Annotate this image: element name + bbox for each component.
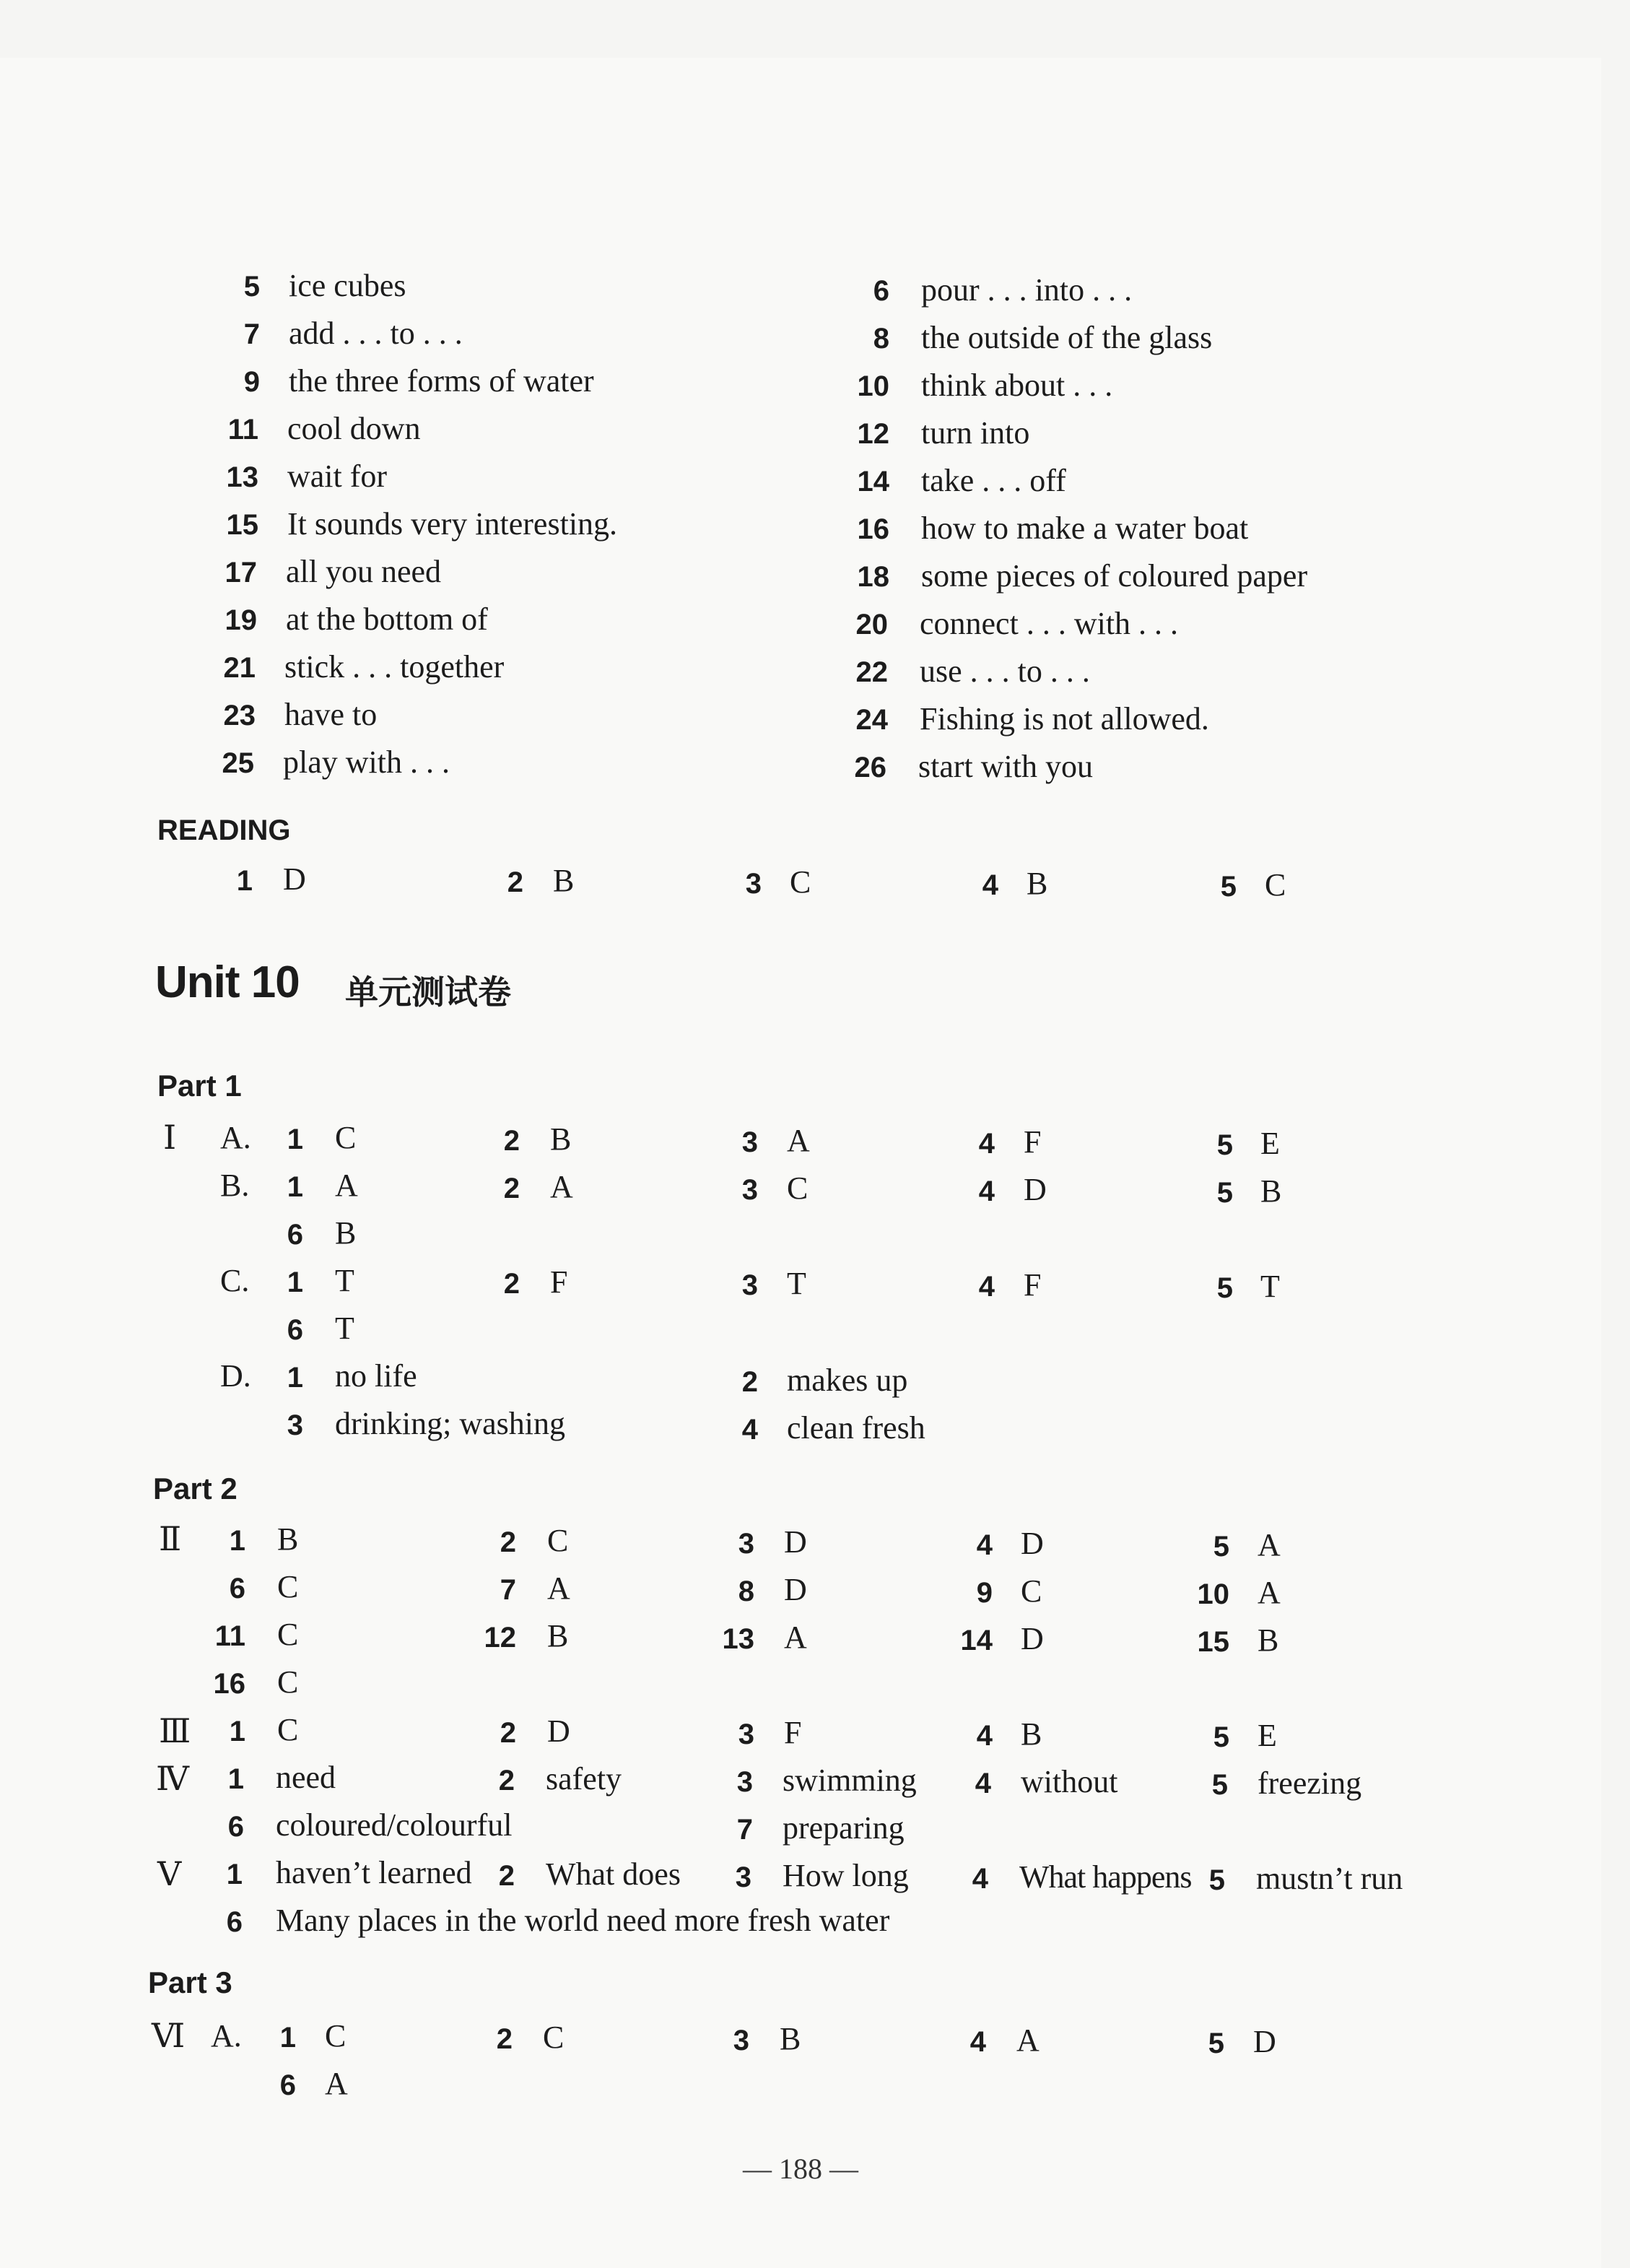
answer-text: clean fresh (787, 1410, 925, 1446)
answer-number: 3 (736, 1766, 753, 1798)
item-number: 24 (855, 704, 888, 736)
answer-number: 3 (745, 868, 762, 900)
answer-number: 4 (982, 869, 998, 901)
answer-number: 2 (498, 1860, 515, 1892)
answer-text: T (1260, 1269, 1280, 1304)
section-roman-numeral: Ⅰ (163, 1119, 177, 1156)
phrase-text: have to (284, 697, 378, 732)
section-roman-numeral: Ⅳ (156, 1760, 189, 1797)
subsection-label: B. (220, 1168, 250, 1203)
answer-number: 3 (741, 1126, 758, 1158)
answer-number: 10 (1197, 1578, 1229, 1610)
answer-text: F (550, 1264, 568, 1300)
answer-text: D (1024, 1172, 1047, 1207)
answer-text: D (1021, 1526, 1044, 1561)
answer-number: 2 (498, 1765, 515, 1796)
answer-number: 3 (741, 1269, 758, 1301)
answer-text: drinking; washing (335, 1406, 565, 1441)
answer-text: A (547, 1570, 570, 1606)
answer-text: T (787, 1266, 806, 1301)
answer-number: 5 (1208, 1864, 1225, 1896)
answer-text: C (277, 1617, 299, 1652)
item-number: 11 (227, 414, 258, 446)
item-number: 19 (225, 604, 257, 636)
answer-number: 7 (736, 1814, 753, 1846)
answer-text: A (1258, 1527, 1281, 1563)
answer-number: 2 (503, 1125, 520, 1157)
answer-text: makes up (787, 1363, 908, 1398)
part1-heading: Part 1 (157, 1069, 242, 1103)
answer-text: B (780, 2021, 801, 2056)
answer-text: T (335, 1311, 354, 1346)
answer-text: What does (546, 1856, 681, 1892)
answer-text: D (1253, 2024, 1276, 2059)
section-roman-numeral: Ⅵ (152, 2017, 186, 2054)
item-number: 18 (857, 561, 889, 593)
answer-number: 6 (287, 1219, 303, 1251)
subsection-label: A. (220, 1120, 251, 1155)
answer-number: 4 (976, 1720, 993, 1752)
answer-number: 5 (1216, 1129, 1233, 1161)
answer-number: 2 (496, 2023, 513, 2055)
answer-text: C (277, 1569, 299, 1604)
item-number: 8 (873, 323, 889, 355)
item-number: 17 (225, 557, 257, 588)
answer-text: Many places in the world need more fresh water (276, 1903, 890, 1938)
answer-text: C (543, 2020, 565, 2055)
answer-text: F (1024, 1267, 1042, 1303)
item-number: 15 (226, 509, 258, 541)
answer-number: 8 (738, 1576, 754, 1607)
answer-text: D (784, 1524, 807, 1560)
answer-number: 4 (978, 1128, 995, 1160)
answer-number: 1 (287, 1171, 303, 1203)
answer-text: E (1258, 1718, 1277, 1753)
answer-number: 4 (978, 1176, 995, 1207)
answer-number: 1 (236, 865, 253, 897)
section-roman-numeral: Ⅲ (159, 1713, 191, 1750)
answer-text: no life (335, 1358, 417, 1394)
item-number: 20 (855, 609, 888, 640)
answer-text: A (550, 1169, 573, 1204)
answer-number: 4 (969, 2026, 986, 2058)
answer-number: 1 (227, 1763, 244, 1795)
phrase-text: think about . . . (921, 368, 1113, 403)
reading-heading: READING (157, 814, 291, 846)
answer-number: 2 (503, 1268, 520, 1300)
answer-number: 5 (1211, 1769, 1228, 1801)
phrase-text: connect . . . with . . . (920, 606, 1179, 641)
item-number: 23 (223, 700, 256, 731)
answer-number: 4 (976, 1529, 993, 1561)
answer-number: 5 (1208, 2028, 1224, 2059)
phrase-text: the outside of the glass (921, 320, 1213, 355)
answer-text: B (547, 1618, 569, 1654)
answer-text: mustn’t run (1256, 1861, 1403, 1896)
answer-text: B (1260, 1173, 1282, 1209)
answer-number: 16 (213, 1668, 245, 1700)
answer-number: 5 (1213, 1721, 1229, 1753)
answer-number: 6 (226, 1906, 243, 1938)
answer-text: D (547, 1713, 570, 1749)
answer-number: 3 (287, 1409, 303, 1441)
answer-number: 7 (500, 1574, 516, 1606)
answer-number: 6 (287, 1314, 303, 1346)
answer-number: 4 (975, 1768, 991, 1799)
section-roman-numeral: Ⅱ (159, 1521, 182, 1557)
phrase-text: Fishing is not allowed. (920, 701, 1209, 737)
answer-number: 2 (507, 866, 523, 898)
answer-number: 13 (722, 1623, 754, 1655)
answer-text: C (1265, 867, 1286, 903)
answer-text: A (335, 1168, 358, 1203)
answer-number: 12 (484, 1622, 516, 1654)
phrase-text: the three forms of water (289, 363, 594, 399)
answer-number: 1 (229, 1525, 245, 1557)
answer-number: 4 (972, 1863, 988, 1895)
answer-number: 2 (503, 1173, 520, 1204)
phrase-text: stick . . . together (284, 649, 505, 685)
answer-number: 4 (741, 1414, 758, 1446)
answer-text: safety (546, 1761, 622, 1796)
item-number: 13 (226, 461, 258, 493)
answer-number: 1 (226, 1859, 243, 1890)
item-number: 26 (854, 752, 886, 783)
answer-text: C (1021, 1573, 1042, 1609)
answer-number: 6 (227, 1811, 244, 1843)
answer-text: need (276, 1760, 336, 1795)
answer-text: C (790, 864, 811, 900)
answer-text: T (335, 1263, 354, 1298)
answer-text: A (784, 1620, 807, 1655)
subsection-label: D. (220, 1358, 251, 1394)
answer-number: 3 (733, 2025, 749, 2056)
answer-text: A (787, 1123, 810, 1158)
answer-text: coloured/colourful (276, 1807, 513, 1843)
item-number: 10 (857, 370, 889, 402)
answer-text: C (335, 1120, 357, 1155)
item-number: 14 (857, 466, 889, 498)
answer-number: 1 (287, 1362, 303, 1394)
subsection-label: C. (220, 1263, 250, 1298)
phrase-text: turn into (921, 415, 1030, 451)
answer-number: 5 (1213, 1531, 1229, 1563)
answer-text: E (1260, 1126, 1280, 1161)
answer-text: freezing (1258, 1765, 1362, 1801)
answer-number: 6 (279, 2069, 296, 2101)
answer-text: D (784, 1572, 807, 1607)
item-number: 22 (855, 656, 888, 688)
phrase-text: It sounds very interesting. (287, 506, 618, 542)
part3-heading: Part 3 (148, 1965, 232, 1999)
answer-text: D (1021, 1621, 1044, 1656)
answer-number: 9 (976, 1577, 993, 1609)
answer-text: B (550, 1121, 572, 1157)
answer-number: 15 (1197, 1626, 1229, 1658)
item-number: 7 (243, 318, 260, 350)
subsection-label: A. (211, 2018, 242, 2054)
answer-text: C (547, 1523, 569, 1558)
answer-text: C (277, 1664, 299, 1700)
item-number: 21 (223, 652, 256, 684)
answer-text: preparing (783, 1810, 905, 1846)
phrase-text: some pieces of coloured paper (921, 558, 1308, 594)
phrase-text: all you need (286, 554, 442, 589)
answer-number: 6 (229, 1573, 245, 1604)
answer-number: 1 (287, 1124, 303, 1155)
phrase-text: start with you (918, 749, 1093, 784)
answer-number: 14 (960, 1625, 993, 1656)
phrase-text: use . . . to . . . (920, 653, 1090, 689)
answer-number: 3 (738, 1528, 754, 1560)
answer-number: 1 (279, 2022, 296, 2054)
phrase-text: at the bottom of (286, 601, 488, 637)
answer-number: 5 (1216, 1177, 1233, 1209)
answer-number: 2 (500, 1526, 516, 1558)
answer-text: B (277, 1521, 299, 1557)
answer-number: 5 (1220, 871, 1237, 903)
item-number: 5 (243, 271, 260, 303)
answer-text: How long (783, 1858, 909, 1893)
answer-text: C (325, 2018, 347, 2054)
item-number: 16 (857, 513, 889, 545)
phrase-text: add . . . to . . . (289, 316, 463, 351)
answer-number: 2 (500, 1717, 516, 1749)
answer-text: F (1024, 1124, 1042, 1160)
unit-subtitle: 单元测试卷 (345, 973, 511, 1012)
answer-number: 3 (741, 1174, 758, 1206)
part2-heading: Part 2 (153, 1472, 237, 1506)
answer-text: C (277, 1712, 299, 1747)
answer-text: What happens (1019, 1859, 1192, 1895)
answer-text: D (283, 861, 306, 897)
answer-number: 4 (978, 1271, 995, 1303)
answer-text: haven’t learned (276, 1855, 472, 1890)
answer-text: B (1258, 1622, 1279, 1658)
answer-text: B (1021, 1716, 1042, 1752)
phrase-text: ice cubes (289, 268, 406, 303)
phrase-text: cool down (287, 411, 421, 446)
answer-text: C (787, 1170, 809, 1206)
answer-number: 1 (229, 1716, 245, 1747)
item-number: 12 (857, 418, 889, 450)
answer-number: 3 (735, 1861, 751, 1893)
answer-text: A (325, 2066, 348, 2101)
answer-number: 2 (741, 1366, 758, 1398)
answer-text: swimming (783, 1763, 917, 1798)
answer-text: F (784, 1715, 802, 1750)
answer-text: B (1027, 866, 1048, 901)
phrase-text: pour . . . into . . . (921, 272, 1133, 308)
answer-text: B (335, 1215, 357, 1251)
phrase-text: wait for (287, 459, 388, 494)
answer-number: 11 (214, 1620, 245, 1652)
answer-text: B (553, 863, 575, 898)
answer-text: without (1021, 1764, 1118, 1799)
item-number: 25 (222, 747, 254, 779)
page-number: — 188 — (743, 2152, 858, 2185)
phrase-text: take . . . off (921, 463, 1066, 498)
answer-number: 5 (1216, 1272, 1233, 1304)
item-number: 9 (243, 366, 260, 398)
answer-text: A (1016, 2022, 1040, 2058)
answer-number: 3 (738, 1719, 754, 1750)
section-roman-numeral: Ⅴ (157, 1856, 182, 1893)
answer-number: 1 (287, 1266, 303, 1298)
unit-title: Unit 10 (155, 957, 300, 1007)
answer-text: A (1258, 1575, 1281, 1610)
phrase-text: play with . . . (283, 744, 450, 780)
phrase-text: how to make a water boat (921, 510, 1249, 546)
item-number: 6 (873, 275, 889, 307)
